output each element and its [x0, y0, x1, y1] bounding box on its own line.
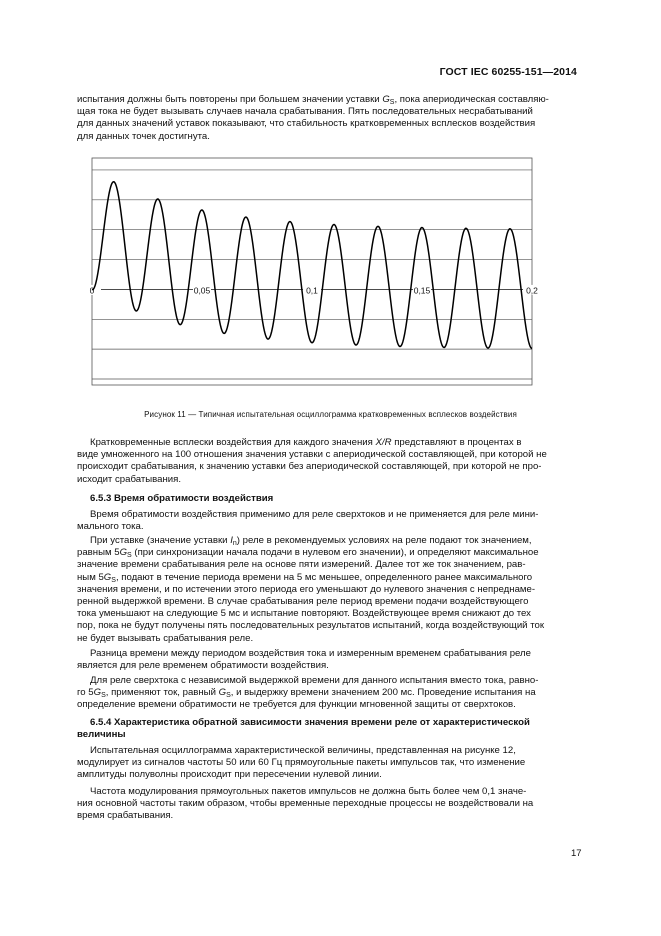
paragraph-test-repeat: испытания должны быть повторены при большем значении уставки $G_S$, пока апериодическая составляю- щая тока не будет вызывать случаев начала срабатывания. Пять последовательных несрабатываний для данных значений уставок показывают, что стабильность кратковременных всплесков воздействия для данных точек достигнута.: [77, 94, 549, 142]
paragraph-6-5-3-3: Разница времени между периодом воздействия тока и измеренным временем срабатывания реле является для реле временем обратимости воздействия.: [77, 648, 531, 672]
oscillogram-line: [89, 182, 532, 349]
chart-frame: [89, 158, 532, 385]
x-tick-label: 0: [89, 285, 95, 296]
section-heading-6-5-3: 6.5.3 Время обратимости воздействия: [90, 493, 274, 504]
page-number: 17: [571, 848, 582, 859]
chart-grid: [89, 158, 532, 385]
paragraph-6-5-4-2: Частота модулирования прямоугольных пакетов импульсов не должна быть более чем 0,1 значе- ния основной частоты таким образом, чтобы временные переходные процессы не воздействовали на время срабатывания.: [77, 786, 534, 822]
x-tick-label: 0,15: [413, 285, 431, 296]
oscillogram-chart: [85, 155, 545, 395]
section-heading-6-5-4: 6.5.4 Характеристика обратной зависимости значения времени реле от характеристической величины: [77, 717, 530, 741]
paragraph-6-5-3-4: Для реле сверхтока с независимой выдержкой времени для данного испытания вместо тока, равно- го $5G_S$, применяют ток, равный $G_S$, и выдержку времени значением 200 мс. Проведение испытания на определение времени обратимости не требуется для функции мгновенной защиты от сверхтоков.: [77, 675, 539, 711]
standard-header: ГОСТ IEC 60255-151—2014: [439, 66, 577, 78]
paragraph-xr: Кратковременные всплески воздействия для каждого значения X/R представляют в процентах в виде умноженного на 100 отношения значения уставки с апериодической составляющей, при которой не происходит срабатывания, к значению уставки без апериодической составляющей, при которой не про- исходит срабатывания.: [77, 437, 547, 485]
x-tick-labels: [85, 285, 541, 296]
x-tick-label: 0,05: [193, 285, 211, 296]
figure-caption: Рисунок 11 — Типичная испытательная осциллограмма кратковременных всплесков воздействия: [144, 410, 517, 419]
paragraph-6-5-4-1: Испытательная осциллограмма характеристической величины, представленная на рисунке 12, модулирует из сигналов частоты 50 или 60 Гц прямоугольные пакеты импульсов так, что изменение амплитуды полуволны происходит при пересечении нулевой линии.: [77, 745, 526, 781]
paragraph-6-5-3-2: При уставке (значение уставки $I_n$) реле в рекомендуемых условиях на реле подают ток значением, равным $5G_S$ (при синхронизации начала подачи в нулевом его значении), и определяют максимальное значение времени срабатывания реле на основе пяти измерений. Далее тот же ток значением, рав- ным $5G_S$, подают в течение периода времени на 5 мс меньшее, определенного ранее максимального значения времени, и по истечении этого периода его уменьшают до нулевого значения с непреднаме- ренной выдержкой времени. В случае срабатывания реле период времени подачи воздействующего тока уменьшают на следующие 5 мс и испытание повторяют. Воздействующее время снижают до тех пор, пока не будут получены пять последовательных результатов испытаний, когда воздействующий ток не будет вызывать срабатывания реле.: [77, 535, 545, 644]
paragraph-6-5-3-1: Время обратимости воздействия применимо для реле сверхтоков и не применяется для реле мини- мального тока.: [77, 509, 539, 533]
x-tick-label: 0,2: [526, 285, 538, 296]
x-tick-label: 0,1: [306, 285, 318, 296]
